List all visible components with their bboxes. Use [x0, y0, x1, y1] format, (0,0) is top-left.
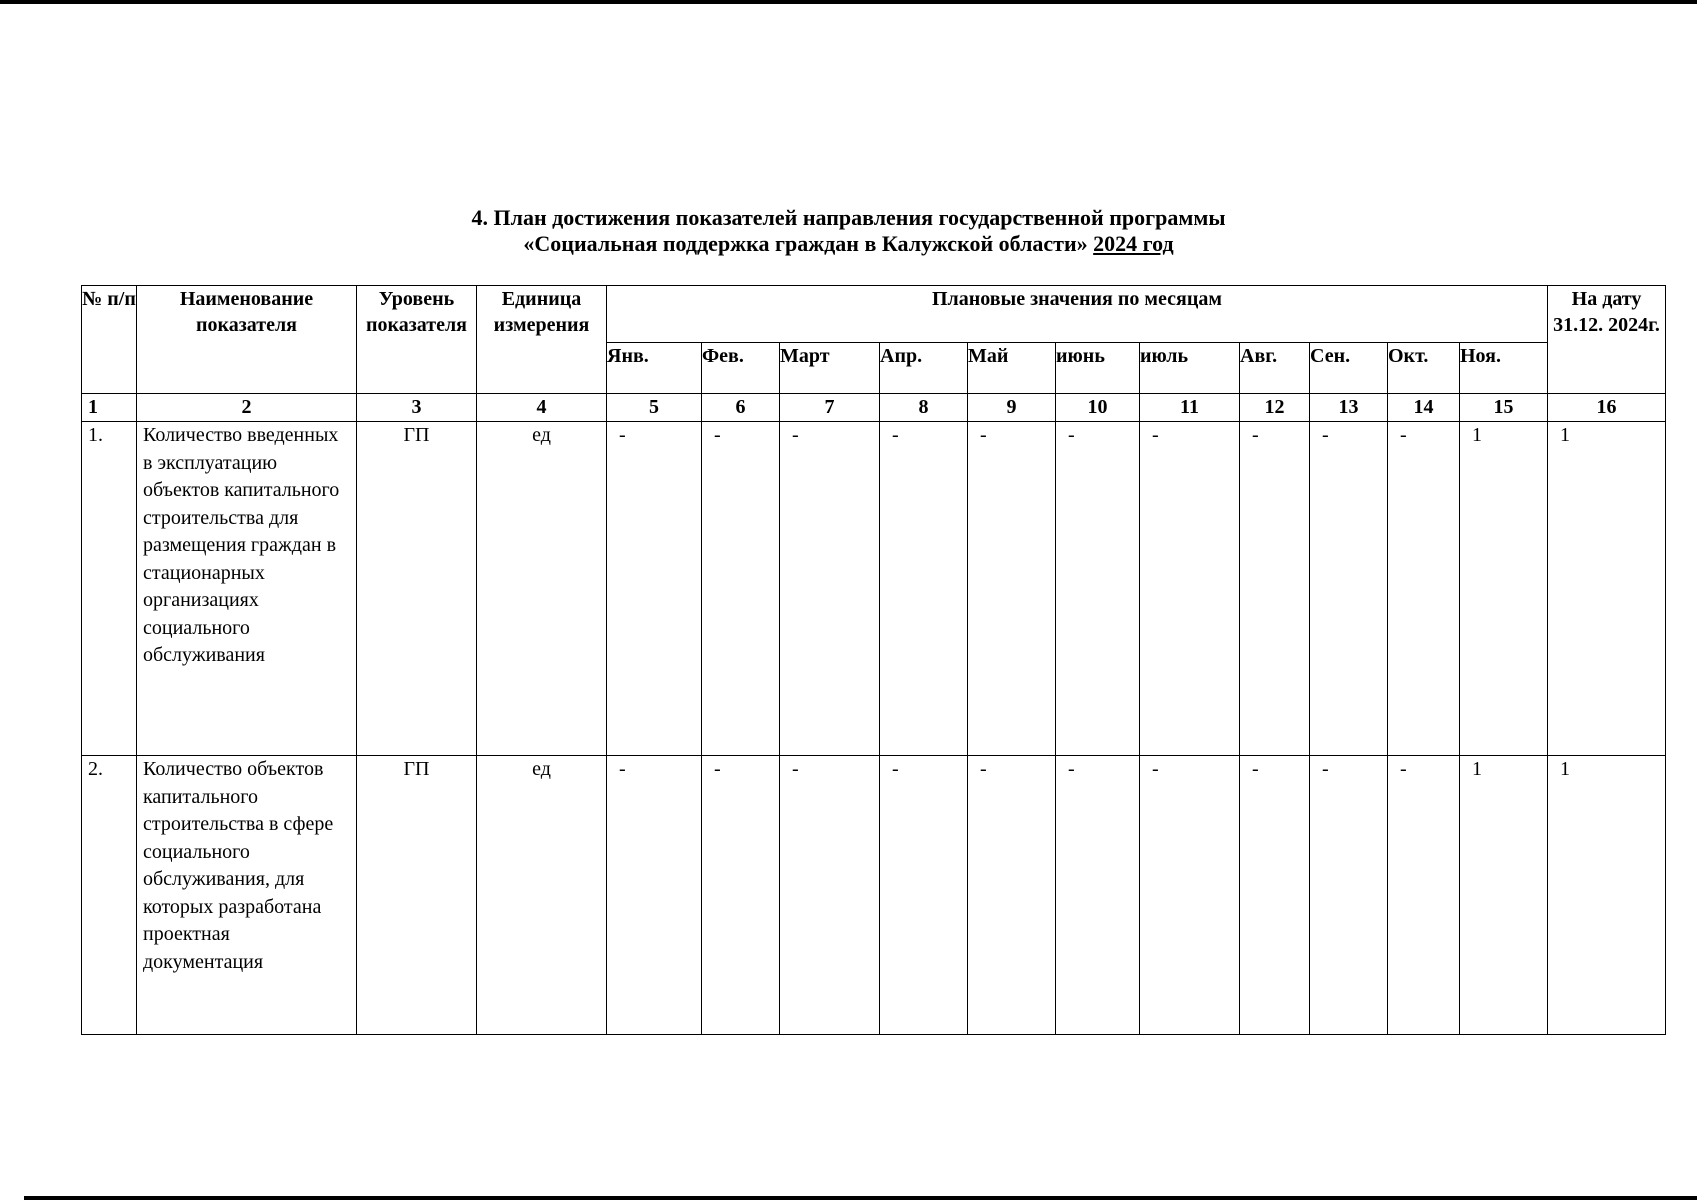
month-value: -: [880, 422, 968, 756]
column-number: 9: [968, 394, 1056, 422]
month-value: -: [607, 422, 702, 756]
indicator-level: ГП: [357, 756, 477, 1035]
scan-edge-bottom: [24, 1196, 1697, 1200]
month-value: -: [780, 756, 880, 1035]
month-value: -: [780, 422, 880, 756]
month-value: -: [880, 756, 968, 1035]
month-value: 1: [1460, 422, 1548, 756]
header-month: Фев.: [702, 343, 780, 394]
indicator-plan-table: [81, 285, 1666, 1035]
month-value: -: [1240, 756, 1310, 1035]
month-value: -: [607, 756, 702, 1035]
month-value: -: [1310, 422, 1388, 756]
column-number: 16: [1548, 394, 1666, 422]
title-line-2: [0, 231, 1697, 257]
indicator-name: Количество объектов капитального строительства в сфере социального обслуживания, для которых разработана проектная документация: [137, 756, 357, 1035]
table-row: [82, 756, 1666, 1035]
month-value: -: [968, 756, 1056, 1035]
column-number: 10: [1056, 394, 1140, 422]
header-month: Сен.: [1310, 343, 1388, 394]
indicator-level: ГП: [357, 422, 477, 756]
header-month: Май: [968, 343, 1056, 394]
column-number: 2: [137, 394, 357, 422]
indicator-unit: ед: [477, 422, 607, 756]
month-value: -: [1310, 756, 1388, 1035]
header-month: Окт.: [1388, 343, 1460, 394]
title-line-1: 4. План достижения показателей направления государственной программы: [471, 205, 1226, 230]
row-number: 1.: [82, 422, 137, 756]
indicator-unit: ед: [477, 756, 607, 1035]
header-num: № п/п: [82, 286, 137, 394]
column-number: 13: [1310, 394, 1388, 422]
header-month: июнь: [1056, 343, 1140, 394]
month-value: -: [1240, 422, 1310, 756]
column-number: 3: [357, 394, 477, 422]
document-title: [0, 205, 1697, 257]
month-value: -: [1056, 756, 1140, 1035]
header-month: Март: [780, 343, 880, 394]
month-value: -: [968, 422, 1056, 756]
column-number: 11: [1140, 394, 1240, 422]
title-year: 2024 год: [1093, 231, 1174, 256]
year-end-value: 1: [1548, 422, 1666, 756]
year-end-value: 1: [1548, 756, 1666, 1035]
table-row: [82, 422, 1666, 756]
header-name: Наименование показателя: [137, 286, 357, 394]
month-value: -: [702, 756, 780, 1035]
month-value: -: [1388, 422, 1460, 756]
header-month: июль: [1140, 343, 1240, 394]
column-number: 14: [1388, 394, 1460, 422]
column-number: 8: [880, 394, 968, 422]
column-number: 12: [1240, 394, 1310, 422]
header-level: Уровень показателя: [357, 286, 477, 394]
column-number: 5: [607, 394, 702, 422]
title-program-name: «Социальная поддержка граждан в Калужской области»: [523, 231, 1088, 256]
column-number: 4: [477, 394, 607, 422]
scan-edge-top: [0, 0, 1697, 4]
month-value: -: [702, 422, 780, 756]
header-month: Авг.: [1240, 343, 1310, 394]
column-number: 6: [702, 394, 780, 422]
header-unit: Единица измерения: [477, 286, 607, 394]
column-number: 1: [82, 394, 137, 422]
month-value: -: [1056, 422, 1140, 756]
month-value: -: [1140, 756, 1240, 1035]
header-month: Янв.: [607, 343, 702, 394]
header-month: Апр.: [880, 343, 968, 394]
header-year-end-date: На дату 31.12. 2024г.: [1548, 286, 1666, 394]
column-number: 7: [780, 394, 880, 422]
month-value: 1: [1460, 756, 1548, 1035]
month-value: -: [1140, 422, 1240, 756]
header-planned-values: Плановые значения по месяцам: [607, 286, 1548, 343]
month-value: -: [1388, 756, 1460, 1035]
row-number: 2.: [82, 756, 137, 1035]
header-month: Ноя.: [1460, 343, 1548, 394]
indicator-name: Количество введенных в эксплуатацию объектов капитального строительства для размещения граждан в стационарных организациях социального обслуживания: [137, 422, 357, 756]
column-number-row: [82, 394, 1666, 422]
column-number: 15: [1460, 394, 1548, 422]
